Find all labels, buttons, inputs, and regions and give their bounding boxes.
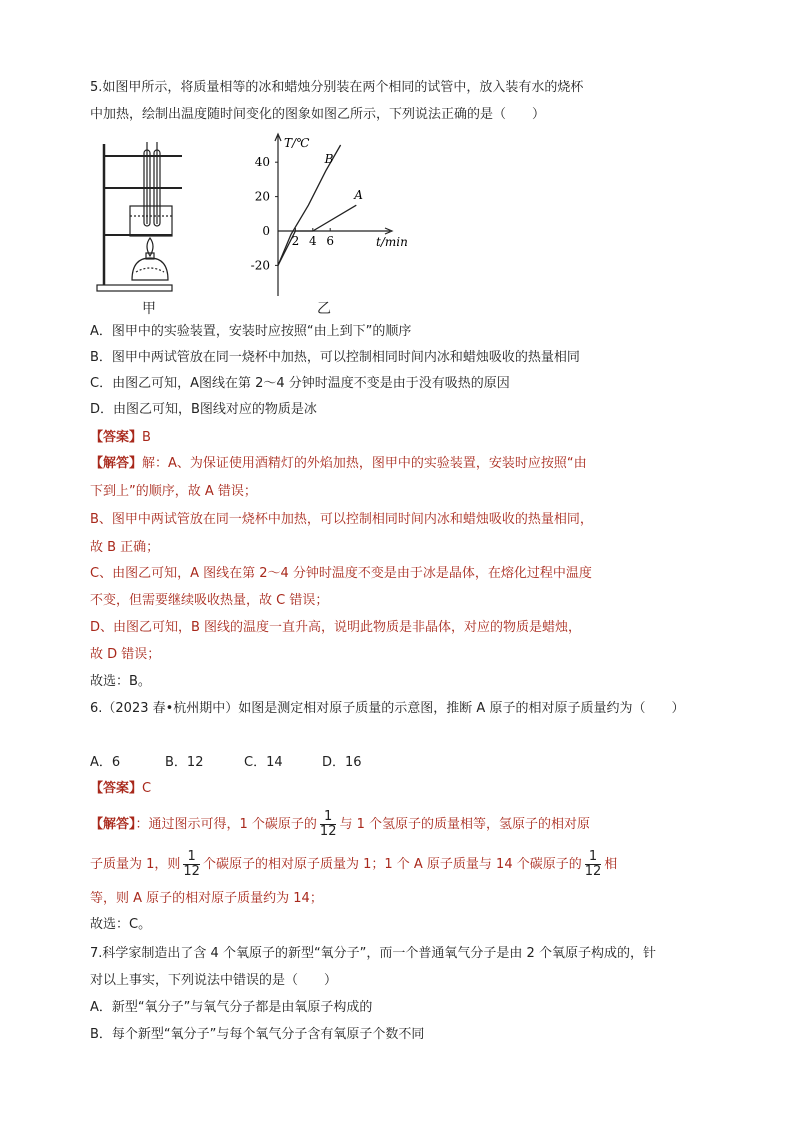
q7-option-b: B．每个新型“氧分子”与每个氧气分子含有氧原子个数不同 — [90, 1027, 425, 1042]
q5-option-d: D．由图乙可知，B图线对应的物质是冰 — [90, 402, 317, 417]
y-tick-label: -20 — [250, 258, 270, 273]
q6-option-d: D．16 — [322, 755, 362, 770]
q6-conclusion: 故选：C。 — [90, 917, 152, 932]
fraction-1-12: $\frac{1}{12}$ — [319, 809, 337, 839]
q5-analysis-line7: D、由图乙可知，B 图线的温度一直升高，说明此物质是非晶体，对应的物质是蜡烛， — [90, 620, 582, 635]
y-tick-label: 40 — [254, 155, 270, 170]
q5-option-a: A．图甲中的实验装置，安装时应按照“由上到下”的顺序 — [90, 324, 412, 339]
fraction-1-12: $\frac{1}{12}$ — [183, 849, 200, 879]
q6-option-c: C．14 — [244, 755, 283, 770]
series-label-b: B — [324, 152, 334, 166]
q5-conclusion: 故选：B。 — [90, 674, 151, 689]
q5-option-b: B．图甲中两试管放在同一烧杯中加热，可以控制相同时间内冰和蜡烛吸收的热量相同 — [90, 350, 580, 365]
y-axis-label: T/℃ — [284, 136, 310, 150]
stand-base — [97, 285, 172, 291]
temperature-time-chart — [240, 130, 420, 300]
y-tick-label: 0 — [262, 224, 270, 238]
apparatus-figure — [92, 140, 212, 298]
q5-analysis-line1: 【解答】解：A、为保证使用酒精灯的外焰加热，图甲中的实验装置，安装时应按照“由 — [90, 456, 587, 471]
figure-label-yi: 乙 — [317, 301, 331, 317]
alcohol-lamp — [132, 258, 168, 280]
q6-analysis-tag: 【解答】 — [90, 817, 136, 832]
q7-stem-line2: 对以上事实，下列说法中错误的是（ ） — [90, 973, 338, 988]
q5-analysis-line5: C、由图乙可知，A 图线在第 2～4 分钟时温度不变是由于冰是晶体，在熔化过程中温度 — [90, 566, 592, 581]
q6-answer: C — [142, 781, 152, 796]
q6-analysis-line2: 子质量为 1，则 $\frac{1}{12}$ 个碳原子的相对原子质量为 1；1 个 A 原子质量与 14 个碳原子的 $\frac{1}{12}$ 相 — [90, 849, 618, 879]
fraction-1-12: $\frac{1}{12}$ — [584, 849, 602, 879]
q6-stem: 6.（2023 春•杭州期中）如图是测定相对原子质量的示意图，推断 A 原子的相对原子质量约为（ ） — [90, 701, 685, 716]
figure-label-jia: 甲 — [142, 301, 156, 317]
q6-option-a: A．6 — [90, 755, 121, 770]
series-label-a: A — [354, 188, 363, 203]
q7-stem-line1: 7.科学家制造出了含 4 个氧原子的新型“氧分子”，而一个普通氧气分子是由 2 个氧原子构成的，针 — [90, 946, 656, 961]
q6-answer-tag: 【答案】 — [90, 781, 143, 796]
x-axis-label: t/min — [376, 235, 408, 249]
x-tick-label: 2 — [291, 234, 300, 248]
q6-analysis-line3: 等，则 A 原子的相对原子质量约为 14； — [90, 891, 323, 906]
q5-answer-line — [90, 429, 151, 447]
q5-analysis-line4: 故 B 正确； — [90, 540, 160, 555]
series-line-a — [278, 205, 356, 265]
q6-answer-line — [90, 780, 151, 798]
y-tick-label: 20 — [254, 189, 270, 204]
q5-stem-line2: 中加热，绘制出温度随时间变化的图象如图乙所示，下列说法正确的是（ ） — [90, 107, 546, 122]
q5-analysis-line2: 下到上”的顺序，故 A 错误； — [90, 484, 257, 499]
beaker — [130, 206, 172, 236]
q6-analysis-line1: 【解答】：通过图示可得，1 个碳原子的 $\frac{1}{12}$ 与 1 个氢原子的质量相等，氢原子的相对原 — [90, 809, 591, 839]
q5-stem-line1: 5.如图甲所示，将质量相等的冰和蜡烛分别装在两个相同的试管中，放入装有水的烧杯 — [90, 80, 584, 95]
q5-analysis-line6: 不变，但需要继续吸收热量，故 C 错误； — [90, 593, 329, 608]
q5-answer-tag: 【答案】 — [90, 430, 143, 445]
q6-option-b: B．12 — [165, 755, 204, 770]
x-tick-label: 6 — [326, 234, 335, 248]
q5-analysis-tag: 【解答】 — [90, 456, 143, 471]
q7-option-a: A．新型“氧分子”与氧气分子都是由氧原子构成的 — [90, 1000, 373, 1015]
q5-analysis-line8: 故 D 错误； — [90, 647, 161, 662]
x-tick-label: 4 — [308, 234, 317, 248]
q5-analysis-line3: B、图甲中两试管放在同一烧杯中加热，可以控制相同时间内冰和蜡烛吸收的热量相同， — [90, 512, 593, 527]
q5-answer: B — [142, 430, 151, 445]
q5-option-c: C．由图乙可知，A图线在第 2～4 分钟时温度不变是由于没有吸热的原因 — [90, 376, 510, 391]
